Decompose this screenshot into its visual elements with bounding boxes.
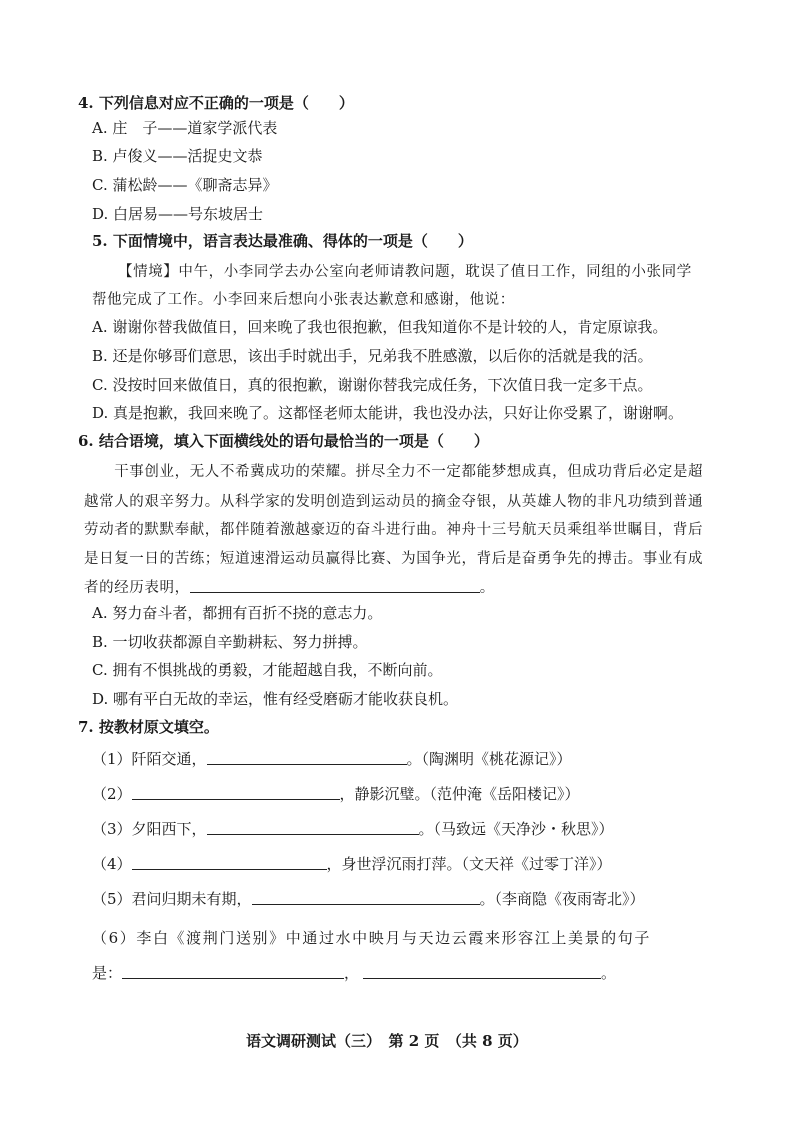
q7-item-2-blank[interactable] — [132, 784, 340, 800]
q7-item-6-blank-2[interactable] — [363, 963, 601, 979]
q4-option-b[interactable]: B. 卢俊义——活捉史文恭 — [92, 147, 263, 165]
q7-item-1-pre: （1）阡陌交通， — [92, 750, 207, 768]
q4-stem: 4. 下列信息对应不正确的一项是（ ） — [78, 94, 354, 112]
q7-item-3-pre: （3）夕阳西下， — [92, 820, 207, 838]
q4-option-d[interactable]: D. 白居易——号东坡居士 — [92, 205, 264, 223]
q6-option-c[interactable]: C. 拥有不惧挑战的勇毅，才能超越自我，不断向前。 — [92, 661, 443, 679]
q7-item-4-pre: （4） — [92, 855, 132, 873]
q6-option-d[interactable]: D. 哪有平白无故的幸运，惟有经受磨砺才能收获良机。 — [92, 690, 459, 708]
q7-item-2 — [92, 783, 580, 804]
q7-item-2-post: ，静影沉璧。（范仲淹《岳阳楼记》） — [339, 785, 580, 803]
q4-option-c[interactable]: C. 蒲松龄——《聊斋志异》 — [92, 176, 278, 194]
q6-stem: 6. 结合语境，填入下面横线处的语句最恰当的一项是（ ） — [78, 432, 489, 450]
q7-item-6-blank-1[interactable] — [122, 963, 344, 979]
q6-answer-blank[interactable] — [190, 577, 480, 593]
q5-option-a[interactable]: A. 谢谢你替我做值日，回来晚了我也很抱歉，但我知道你不是计较的人，肯定原谅我。 — [92, 318, 668, 336]
q6-passage-line-2: 越常人的艰辛努力。从科学家的发明创造到运动员的摘金夺银，从英雄人物的非凡功绩到普通 — [84, 494, 704, 510]
q6-passage-line-3: 劳动者的默默奉献，都伴随着激越豪迈的奋斗进行曲。神舟十三号航天员乘组举世瞩目，背后 — [84, 522, 704, 538]
q7-item-6-end: 。 — [601, 964, 617, 982]
page-footer: 语文调研测试（三） 第 2 页 （共 8 页） — [246, 1032, 528, 1050]
q7-item-3-post: 。（马致远《天净沙・秋思》） — [418, 820, 614, 838]
q7-item-5 — [92, 888, 645, 909]
q4-option-a[interactable]: A. 庄 子——道家学派代表 — [92, 119, 278, 137]
q6-passage-line-1: 干事创业，无人不希冀成功的荣耀。拼尽全力不一定都能梦想成真，但成功背后必定是超 — [84, 464, 704, 480]
q5-stem: 5. 下面情境中，语言表达最准确、得体的一项是（ ） — [92, 232, 473, 250]
q7-item-5-blank[interactable] — [252, 889, 480, 905]
q5-option-d[interactable]: D. 真是抱歉，我回来晚了。这都怪老师太能讲，我也没办法，只好让你受累了，谢谢啊。 — [92, 404, 684, 422]
q7-item-1 — [92, 748, 572, 769]
q7-item-6-line-2 — [92, 962, 616, 983]
q6-option-a[interactable]: A. 努力奋斗者，都拥有百折不挠的意志力。 — [92, 604, 383, 622]
q6-passage-line-4: 是日复一日的苦练；短道速滑运动员赢得比赛、为国争光，背后是奋勇争先的搏击。事业有成 — [84, 551, 704, 567]
q6-passage-line-5-text: 者的经历表明， — [84, 580, 190, 596]
q7-item-5-post: 。（李商隐《夜雨寄北》） — [479, 890, 645, 908]
q7-item-3 — [92, 818, 614, 839]
q6-option-b[interactable]: B. 一切收获都源自辛勤耕耘、努力拼搏。 — [92, 633, 368, 651]
q7-item-6-pre: 是： — [92, 964, 123, 982]
q6-passage-end: 。 — [479, 580, 495, 596]
q7-item-1-post: 。（陶渊明《桃花源记》） — [406, 750, 572, 768]
q7-item-4-post: ，身世浮沉雨打萍。（文天祥《过零丁洋》） — [326, 855, 612, 873]
q5-option-c[interactable]: C. 没按时回来做值日，真的很抱歉，谢谢你替我完成任务，下次值日我一定多干点。 — [92, 376, 653, 394]
q7-stem: 7. 按教材原文填空。 — [78, 718, 219, 736]
q7-item-1-blank[interactable] — [207, 749, 407, 765]
q5-context-line-1: 【情境】中午，小李同学去办公室向老师请教问题，耽误了值日工作，同组的小张同学 — [118, 264, 692, 280]
q5-option-b[interactable]: B. 还是你够哥们意思，该出手时就出手，兄弟我不胜感激，以后你的活就是我的活。 — [92, 347, 653, 365]
q7-item-2-pre: （2） — [92, 785, 132, 803]
q7-item-6-mid: ， — [344, 964, 360, 982]
q7-item-4 — [92, 853, 612, 874]
q7-item-3-blank[interactable] — [207, 819, 419, 835]
q7-item-5-pre: （5）君问归期未有期， — [92, 890, 252, 908]
q5-context-line-2: 帮他完成了工作。小李回来后想向小张表达歉意和感谢，他说： — [92, 292, 515, 308]
q7-item-4-blank[interactable] — [132, 854, 327, 870]
q7-item-6-line-1: （6）李白《渡荆门送别》中通过水中映月与天边云霞来形容江上美景的句子 — [92, 929, 651, 947]
q6-passage-line-5 — [84, 576, 495, 597]
